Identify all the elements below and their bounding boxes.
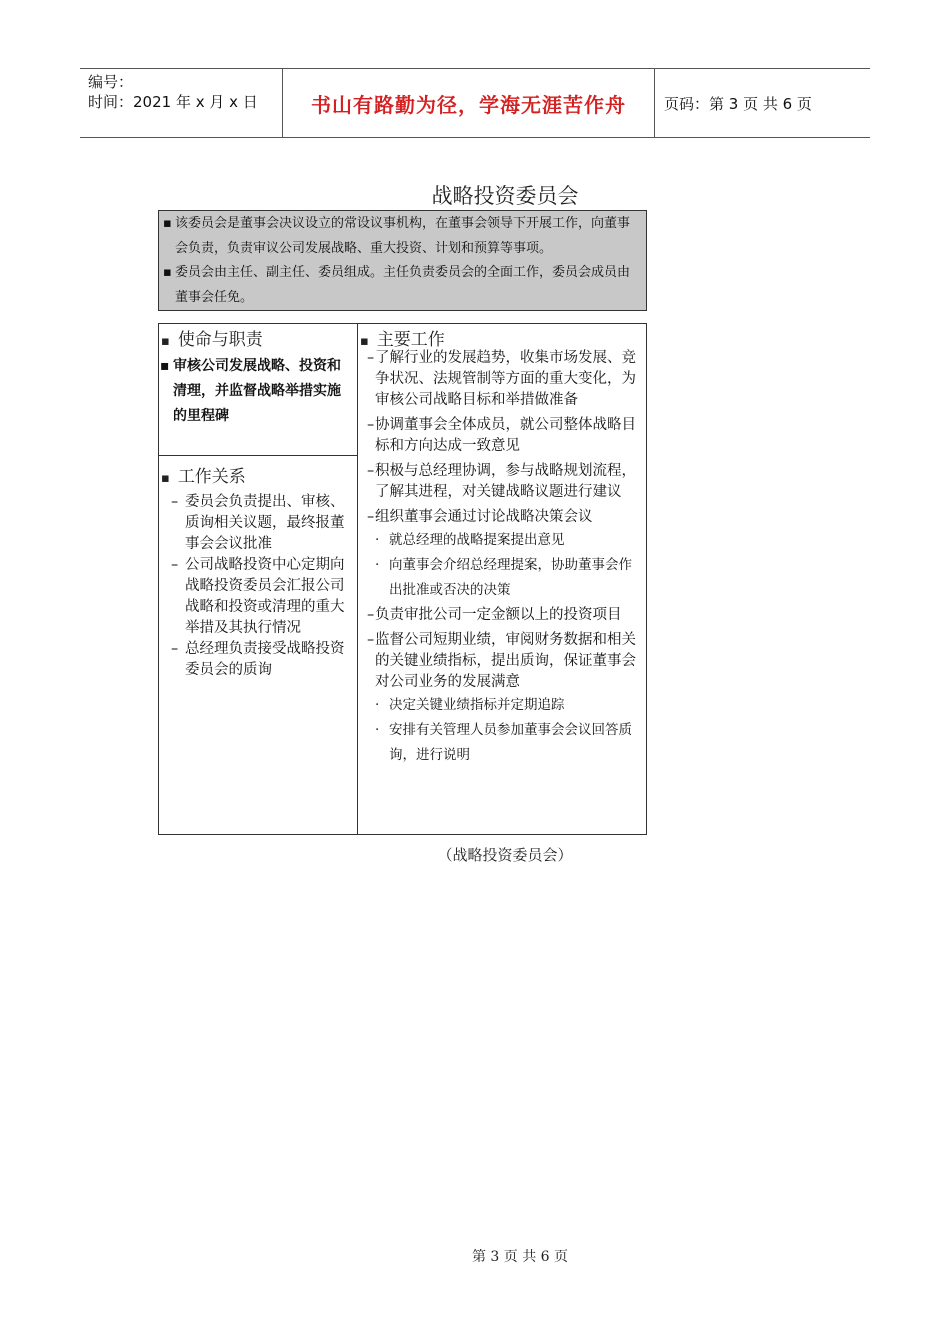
page-label: 页码：第 3 页 共 6 页 — [664, 94, 812, 113]
sub-item: · 向董事会介绍总经理提案，协助董事会作出批准或否决的决策 — [367, 553, 645, 603]
bullet-icon: · — [375, 697, 380, 713]
list-item: – 公司战略投资中心定期向战略投资委员会汇报公司战略和投资或清理的重大举措及其执行情况 — [171, 557, 345, 636]
content-box — [158, 323, 647, 835]
sub-item: · 决定关键业绩指标并定期追踪 — [367, 693, 645, 718]
sub-item: · 就总经理的战略提案提出意见 — [367, 528, 645, 553]
list-item: – 协调董事会全体成员，就公司整体战略目标和方向达成一致意见 — [367, 417, 636, 454]
header-info-cell — [80, 69, 283, 137]
bullet-icon: ▪ — [160, 358, 170, 374]
dash-icon: – — [171, 641, 179, 657]
time-label: 时间：2021 年 x 月 x 日 — [88, 93, 258, 111]
list-item: – 组织董事会通过讨论战略决策会议 — [367, 507, 645, 528]
sub-item: · 安排有关管理人员参加董事会会议回答质询，进行说明 — [367, 718, 645, 768]
list-item: – 委员会负责提出、审核、质询相关议题，最终报董事会会议批准 — [171, 494, 345, 552]
list-item: – 积极与总经理协调，参与战略规划流程，了解其进程，对关键战略议题进行建议 — [367, 463, 636, 500]
summary-item: ▪ 委员会由主任、副主任、委员组成。主任负责委员会的全面工作，委员会成员由董事会任免。 — [165, 261, 640, 310]
summary-box — [158, 210, 647, 311]
bullet-icon: · — [375, 557, 380, 573]
list-item: – 监督公司短期业绩，审阅财务数据和相关的关键业绩指标，提出质询，保证董事会对公司业务的发展满意 — [367, 632, 636, 690]
bullet-icon: ▪ — [161, 471, 170, 486]
bullet-icon: ▪ — [163, 265, 172, 280]
dash-icon: – — [171, 557, 179, 573]
page-footer: 第 3 页 共 6 页 — [471, 1249, 569, 1265]
relations-list — [169, 492, 349, 681]
bullet-icon: ▪ — [163, 216, 172, 231]
mission-text: ▪ 审核公司发展战略、投资和清理，并监督战略举措实施的里程碑 — [173, 354, 343, 429]
bullet-icon: · — [375, 722, 380, 738]
column-divider — [357, 324, 358, 834]
dash-icon: – — [171, 494, 179, 510]
doc-title: 战略投资委员会 — [431, 184, 579, 208]
list-item: – 负责审批公司一定金额以上的投资项目 — [367, 605, 645, 626]
number-label: 编号： — [88, 73, 134, 91]
list-item: – 了解行业的发展趋势，收集市场发展、竞争状况、法规管制等方面的重大变化，为审核公司战略目标和举措做准备 — [367, 350, 636, 408]
bullet-icon: ▪ — [161, 334, 170, 349]
work-list — [367, 348, 645, 768]
dash-icon: – — [367, 632, 375, 648]
header-table — [80, 68, 870, 138]
mission-heading: ▪ 使命与职责 — [161, 330, 263, 350]
dash-icon: – — [367, 509, 375, 525]
dash-icon: – — [367, 350, 375, 366]
dash-icon: – — [367, 417, 375, 433]
dash-icon: – — [367, 463, 375, 479]
relations-heading: ▪ 工作关系 — [161, 467, 246, 487]
row-divider — [159, 455, 358, 456]
bullet-icon: · — [375, 532, 380, 548]
summary-item: ▪ 该委员会是董事会决议设立的常设议事机构，在董事会领导下开展工作，向董事会负责，负责审议公司发展战略、重大投资、计划和预算等事项。 — [165, 212, 640, 261]
motto: 书山有路勤为径，学海无涯苦作舟 — [283, 69, 655, 137]
work-heading: ▪ 主要工作 — [360, 330, 445, 350]
list-item: – 总经理负责接受战略投资委员会的质询 — [171, 641, 345, 678]
figure-caption: （战略投资委员会） — [437, 846, 573, 864]
dash-icon: – — [367, 607, 375, 623]
bullet-icon: ▪ — [360, 334, 369, 349]
